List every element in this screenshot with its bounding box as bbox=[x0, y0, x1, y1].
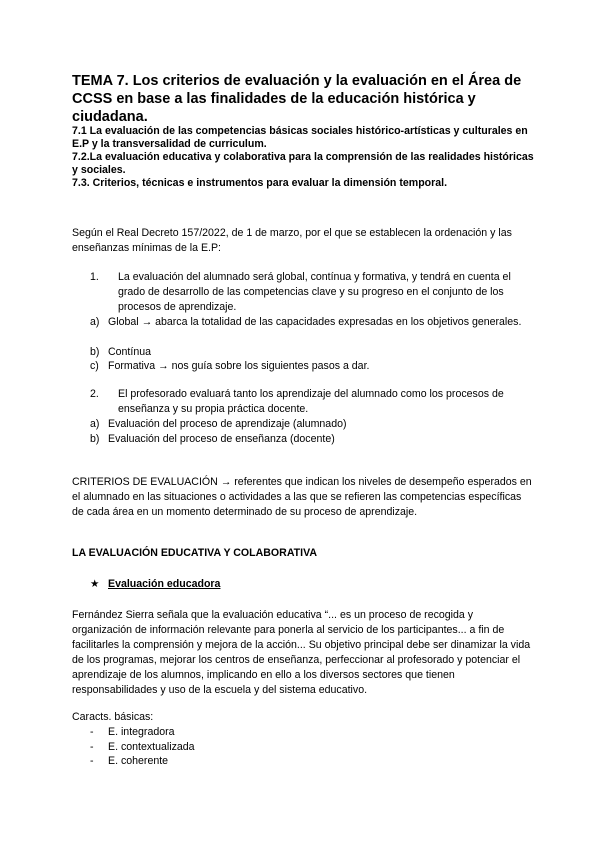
sub-item-marker: b) bbox=[90, 346, 100, 358]
dash-marker: - bbox=[90, 741, 94, 753]
star-item-label: Evaluación educadora bbox=[108, 578, 221, 590]
sub-item-text: Global → abarca la totalidad de las capacidades expresadas en los objetivos generales. bbox=[108, 316, 522, 328]
dash-marker: - bbox=[90, 726, 94, 738]
caracts-label: Caracts. básicas: bbox=[72, 711, 154, 723]
numbered-marker: 1. bbox=[90, 271, 99, 283]
dash-item-text: E. coherente bbox=[108, 755, 169, 767]
numbered-item-1 bbox=[90, 270, 530, 315]
star-list-item bbox=[90, 578, 220, 590]
dash-item-text: E. contextualizada bbox=[108, 741, 195, 753]
sub-item-aprendizaje bbox=[90, 417, 530, 432]
sub-item-global bbox=[90, 315, 530, 330]
star-icon: ★ bbox=[90, 578, 100, 590]
numbered-item-text: La evaluación del alumnado será global, contínua y formativa, y tendrá en cuenta el grado de desarrollo de las competencias clave y su progreso en el conjunto de los procesos de aprendizaje. bbox=[118, 271, 511, 313]
dash-item-text: E. integradora bbox=[108, 726, 175, 738]
numbered-marker: 2. bbox=[90, 388, 99, 400]
dash-list-item bbox=[90, 725, 390, 740]
sub-item-marker: c) bbox=[90, 360, 99, 372]
criterios-paragraph: CRITERIOS DE EVALUACIÓN → referentes que indican los niveles de desempeño esperados en el alumnado en las situaciones o actividades a las que se refieren las competencias específicas de cada área en un momento determinado de su proceso de aprendizaje. bbox=[72, 476, 532, 518]
intro-paragraph: Según el Real Decreto 157/2022, de 1 de marzo, por el que se establecen la ordenación y las enseñanzas mínimas de la E.P: bbox=[72, 227, 512, 254]
table-of-contents bbox=[72, 125, 542, 190]
sub-item-formativa bbox=[90, 359, 530, 374]
sub-item-text: Evaluación del proceso de enseñanza (docente) bbox=[108, 433, 335, 445]
sub-item-marker: a) bbox=[90, 418, 100, 430]
toc-item-7-2: 7.2.La evaluación educativa y colaborativa para la comprensión de las realidades históricas y sociales. bbox=[72, 151, 534, 176]
sub-item-text: Contínua bbox=[108, 346, 151, 358]
quote-paragraph: Fernández Sierra señala que la evaluación educativa “... es un proceso de recogida y organización de información relevante para ponerla al servicio de los participantes... a fin de facilitarles la comprensión y mejora de la acción... Su objetivo principal debe ser dinamizar la vida de los programas, mejorar los centros de enseñanza, perfeccionar al profesorado y potenciar el aprendizaje de los alumnos, implicando en ello a los diversos sectores que tienen responsabilidades y uso de la escuela y del sistema educativo. bbox=[72, 609, 531, 696]
toc-item-7-3: 7.3. Criterios, técnicas e instrumentos para evaluar la dimensión temporal. bbox=[72, 177, 448, 189]
sub-item-text: Evaluación del proceso de aprendizaje (alumnado) bbox=[108, 418, 347, 430]
sub-item-text: Formativa → nos guía sobre los siguientes pasos a dar. bbox=[108, 360, 370, 372]
dash-list-item bbox=[90, 754, 390, 769]
numbered-item-text: El profesorado evaluará tanto los aprendizaje del alumnado como los procesos de enseñanza y su propia práctica docente. bbox=[118, 388, 504, 415]
sub-item-marker: a) bbox=[90, 316, 100, 328]
sub-item-continua bbox=[90, 345, 530, 360]
section-heading: LA EVALUACIÓN EDUCATIVA Y COLABORATIVA bbox=[72, 547, 318, 559]
numbered-item-2 bbox=[90, 387, 530, 417]
sub-item-ensenanza bbox=[90, 432, 530, 447]
dash-list-item bbox=[90, 740, 390, 755]
dash-marker: - bbox=[90, 755, 94, 767]
toc-item-7-1: 7.1 La evaluación de las competencias básicas sociales histórico-artísticas y culturales en E.P y la transversalidad de curriculum. bbox=[72, 125, 528, 150]
document-title: TEMA 7. Los criterios de evaluación y la evaluación en el Área de CCSS en base a las finalidades de la educación histórica y ciudadana. bbox=[72, 73, 522, 125]
sub-item-marker: b) bbox=[90, 433, 100, 445]
